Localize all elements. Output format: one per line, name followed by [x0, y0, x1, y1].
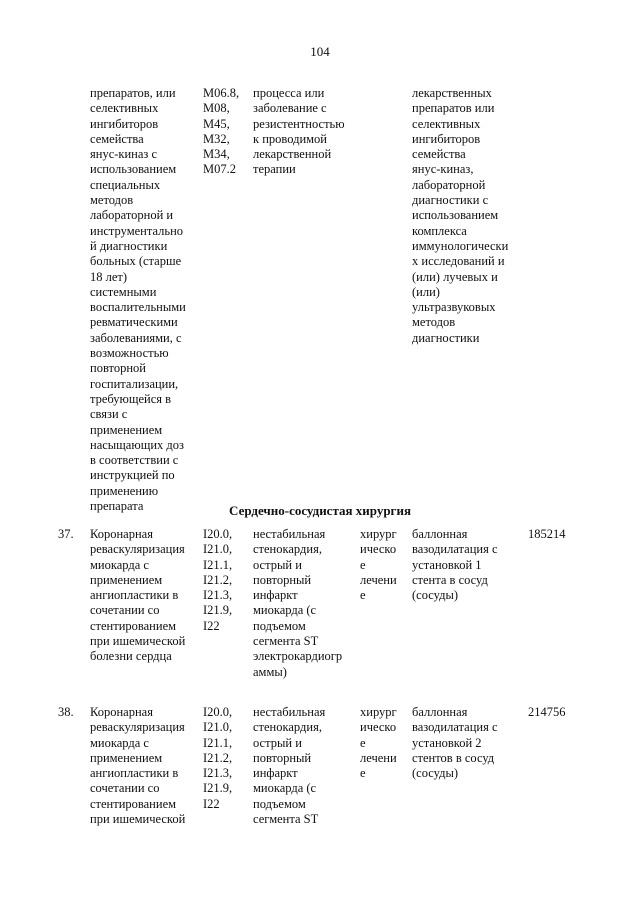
row-38-codes: I20.0, I21.0, I21.1, I21.2, I21.3, I21.9, I22 [203, 705, 233, 811]
row-38-method: баллонная вазодилатация с установкой 2 стентов в сосуд (сосуды) [412, 705, 498, 781]
continued-row-model: процесса или заболевание с резистентностью к проводимой лекарственной терапии [253, 86, 345, 177]
row-38-cost: 214756 [528, 705, 566, 719]
continued-row-method: лекарственных препаратов или селективных ингибиторов семейства янус-киназ, лабораторной диагностики с использованием комплекса иммунологически х исследований и (или) лучевых и (или) ультразвуковых методов диагностики [412, 86, 509, 345]
continued-row-name: препаратов, или селективных ингибиторов семейства янус-киназ с использованием специальных методов лабораторной и инструментально й диагностики больных (старше 18 лет) системными воспалительными ревматическими заболеваниями, с возможностью повторной госпитализации, требующейся в связи с применением насыщающих доз в соответствии с инструкцией по применению препарата [90, 86, 186, 514]
row-37-cost: 185214 [528, 527, 566, 541]
continued-row-codes: M06.8, M08, M45, M32, M34, M07.2 [203, 86, 240, 177]
row-38-number: 38. [58, 705, 74, 719]
row-37-number: 37. [58, 527, 74, 541]
row-38-treatment: хирург ическо е лечени е [360, 705, 397, 781]
row-37-model: нестабильная стенокардия, острый и повторный инфаркт миокарда (с подъемом сегмента ST электрокардиогр аммы) [253, 527, 343, 679]
page-number: 104 [310, 44, 330, 59]
row-38-model: нестабильная стенокардия, острый и повторный инфаркт миокарда (с подъемом сегмента ST [253, 705, 326, 827]
row-37-treatment: хирург ическо е лечени е [360, 527, 397, 603]
row-38-name: Коронарная реваскуляризация миокарда с применением ангиопластики в сочетании со стентированием при ишемической [90, 705, 186, 827]
row-37-method: баллонная вазодилатация с установкой 1 стента в сосуд (сосуды) [412, 527, 498, 603]
section-title: Сердечно-сосудистая хирургия [229, 503, 411, 518]
row-37-name: Коронарная реваскуляризация миокарда с применением ангиопластики в сочетании со стентированием при ишемической болезни сердца [90, 527, 186, 664]
row-37-codes: I20.0, I21.0, I21.1, I21.2, I21.3, I21.9, I22 [203, 527, 233, 633]
